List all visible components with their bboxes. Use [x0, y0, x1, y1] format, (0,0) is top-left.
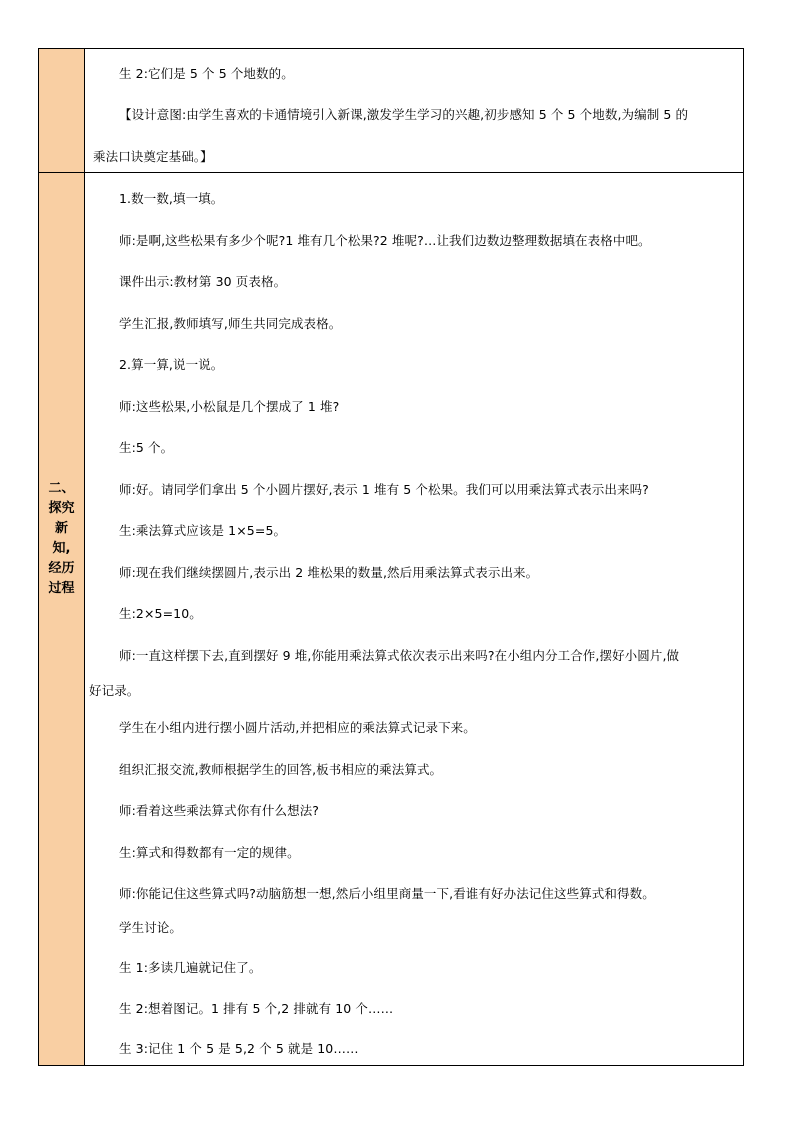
paragraph-line: 生:乘法算式应该是 1×5=5。 [119, 523, 287, 538]
section-label-cell [39, 173, 85, 1066]
paragraph-line: 学生汇报,教师填写,师生共同完成表格。 [119, 316, 342, 331]
paragraph-line: 师:是啊,这些松果有多少个呢?1 堆有几个松果?2 堆呢?…让我们边数边整理数据填在表格中吧。 [119, 233, 651, 248]
paragraph-line: 好记录。 [89, 683, 140, 698]
paragraph-line: 生 3:记住 1 个 5 是 5,2 个 5 就是 10…… [119, 1041, 359, 1056]
design-intent-line: 【设计意图:由学生喜欢的卡通情境引入新课,激发学生学习的兴趣,初步感知 5 个 5 个地数,为编制 5 的 [119, 107, 689, 122]
paragraph-line: 师:一直这样摆下去,直到摆好 9 堆,你能用乘法算式依次表示出来吗?在小组内分工合作,摆好小圆片,做 [119, 648, 680, 663]
table-row [39, 173, 744, 1066]
lesson-plan-table [38, 48, 744, 1066]
paragraph-line: 组织汇报交流,教师根据学生的回答,板书相应的乘法算式。 [119, 762, 443, 777]
paragraph-line: 生 1:多读几遍就记住了。 [119, 960, 262, 975]
section-label-cell [39, 49, 85, 173]
paragraph-line: 生:2×5=10。 [119, 606, 202, 621]
paragraph-line: 师:看着这些乘法算式你有什么想法? [119, 803, 320, 818]
design-intent-line: 乘法口诀奠定基础。】 [93, 149, 213, 164]
paragraph-line: 生:5 个。 [119, 440, 174, 455]
paragraph-line: 学生讨论。 [119, 920, 183, 935]
paragraph-line: 师:这些松果,小松鼠是几个摆成了 1 堆? [119, 399, 340, 414]
paragraph-line: 学生在小组内进行摆小圆片活动,并把相应的乘法算式记录下来。 [119, 720, 476, 735]
section-content-cell [85, 49, 744, 173]
table-row [39, 49, 744, 173]
paragraph-line: 1.数一数,填一填。 [119, 191, 224, 206]
paragraph-line: 生 2:它们是 5 个 5 个地数的。 [119, 66, 294, 81]
paragraph-line: 师:好。请同学们拿出 5 个小圆片摆好,表示 1 堆有 5 个松果。我们可以用乘法算式表示出来吗? [119, 482, 649, 497]
paragraph-line: 课件出示:教材第 30 页表格。 [119, 274, 287, 289]
paragraph-line: 师:你能记住这些算式吗?动脑筋想一想,然后小组里商量一下,看谁有好办法记住这些算式和得数。 [119, 886, 655, 901]
section-content-cell [85, 173, 744, 1066]
paragraph-line: 师:现在我们继续摆圆片,表示出 2 堆松果的数量,然后用乘法算式表示出来。 [119, 565, 539, 580]
paragraph-line: 2.算一算,说一说。 [119, 357, 224, 372]
paragraph-line: 生 2:想着图记。1 排有 5 个,2 排就有 10 个…… [119, 1001, 394, 1016]
paragraph-line: 生:算式和得数都有一定的规律。 [119, 845, 300, 860]
section-label: 二、探究新知,经历过程 [48, 481, 75, 596]
